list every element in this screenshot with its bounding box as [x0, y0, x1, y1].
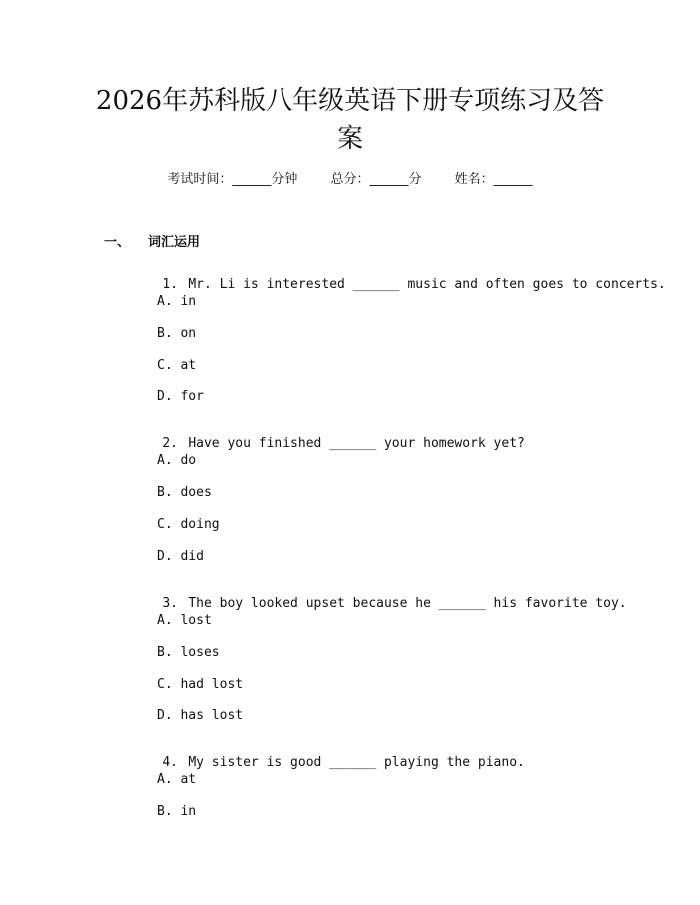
- total-score-label: 总分：______分: [330, 172, 422, 187]
- question-number: 2.: [162, 436, 178, 451]
- section-number: 一、: [104, 235, 131, 250]
- question-text: My sister is good ______ playing the piano.: [188, 755, 525, 770]
- option-3d: D. has lost: [157, 708, 244, 723]
- option-2a: A. do: [157, 453, 197, 468]
- exam-info-line: [0, 168, 700, 187]
- option-2d: D. did: [157, 549, 204, 564]
- question-number: 1.: [162, 277, 178, 292]
- option-3a: A. lost: [157, 613, 212, 628]
- question-text: Mr. Li is interested ______ music and often goes to concerts.: [188, 277, 666, 292]
- exam-time-label: 考试时间：______分钟: [167, 172, 298, 187]
- option-1d: D. for: [157, 389, 204, 404]
- option-1c: C. at: [157, 358, 197, 373]
- option-3c: C. had lost: [157, 677, 244, 692]
- question-number: 3.: [162, 596, 178, 611]
- question-1: [131, 262, 666, 307]
- option-1b: B. on: [157, 326, 197, 341]
- option-4b: B. in: [157, 804, 197, 819]
- document-title: 2026年苏科版八年级英语下册专项练习及答案: [95, 86, 605, 154]
- section-title: 词汇运用: [148, 235, 201, 250]
- question-text: The boy looked upset because he ______ his favorite toy.: [188, 596, 627, 611]
- student-name-label: 姓名：______: [454, 172, 533, 187]
- option-2b: B. does: [157, 485, 212, 500]
- option-1a: A. in: [157, 294, 197, 309]
- option-2c: C. doing: [157, 517, 220, 532]
- option-3b: B. loses: [157, 645, 220, 660]
- option-4a: A. at: [157, 772, 197, 787]
- section-heading: [104, 231, 200, 250]
- question-number: 4.: [162, 755, 178, 770]
- question-text: Have you finished ______ your homework yet?: [188, 436, 525, 451]
